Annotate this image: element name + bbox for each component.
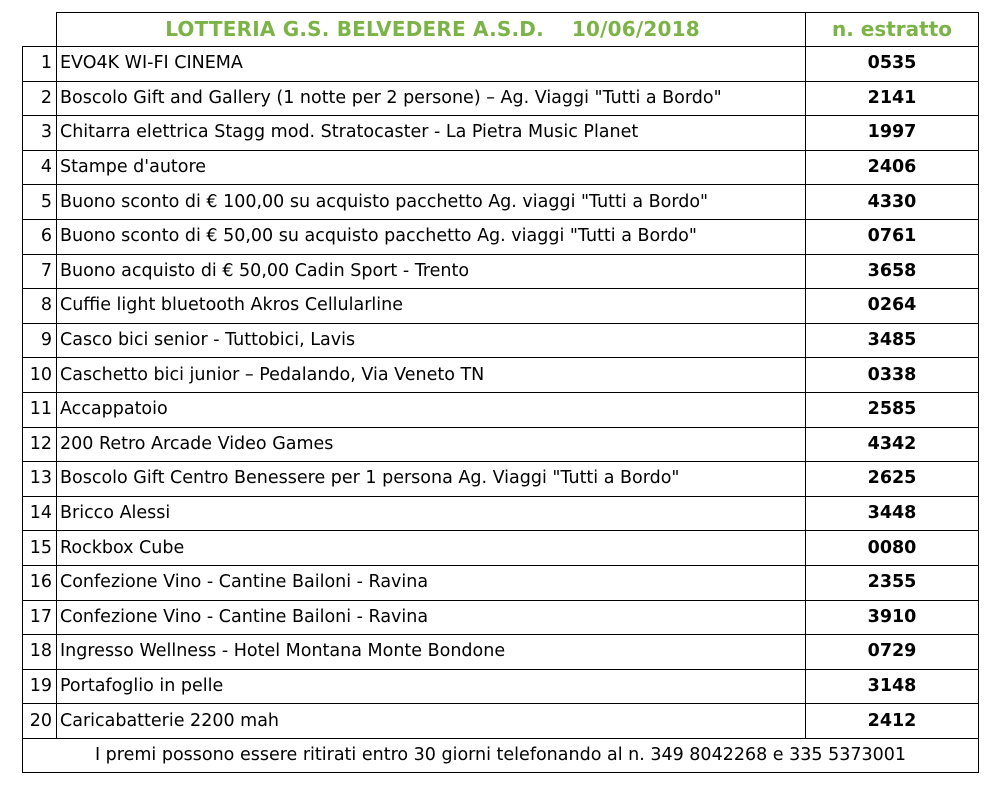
prize-rank: 13: [23, 462, 57, 497]
table-row: [23, 531, 979, 566]
prize-description: Stampe d'autore: [57, 150, 806, 185]
header-blank-cell: [23, 13, 57, 47]
prize-description: Buono sconto di € 100,00 su acquisto pacchetto Ag. viaggi "Tutti a Bordo": [57, 185, 806, 220]
prize-rank: 17: [23, 600, 57, 635]
prize-description: Buono acquisto di € 50,00 Cadin Sport - Trento: [57, 254, 806, 289]
prize-description: Cuffie light bluetooth Akros Cellularline: [57, 289, 806, 324]
table-row: [23, 462, 979, 497]
lottery-title: LOTTERIA G.S. BELVEDERE A.S.D.: [165, 17, 544, 41]
prize-collection-note: I premi possono essere ritirati entro 30 giorni telefonando al n. 349 8042268 e 335 5373001: [23, 738, 979, 773]
prize-description: Confezione Vino - Cantine Bailoni - Ravina: [57, 600, 806, 635]
table-row: [23, 254, 979, 289]
prize-description: Boscolo Gift and Gallery (1 notte per 2 persone) – Ag. Viaggi "Tutti a Bordo": [57, 81, 806, 116]
prize-rank: 15: [23, 531, 57, 566]
header-title-cell: [57, 13, 806, 47]
prize-description: Caschetto bici junior – Pedalando, Via Veneto TN: [57, 358, 806, 393]
table-row: [23, 150, 979, 185]
prize-rank: 5: [23, 185, 57, 220]
drawn-number: 2412: [806, 704, 979, 739]
table-row: [23, 496, 979, 531]
table-row: [23, 358, 979, 393]
prize-description: Caricabatterie 2200 mah: [57, 704, 806, 739]
prize-rank: 20: [23, 704, 57, 739]
prize-rank: 8: [23, 289, 57, 324]
prize-description: Buono sconto di € 50,00 su acquisto pacchetto Ag. viaggi "Tutti a Bordo": [57, 219, 806, 254]
drawn-number: 0338: [806, 358, 979, 393]
prize-description: Boscolo Gift Centro Benessere per 1 persona Ag. Viaggi "Tutti a Bordo": [57, 462, 806, 497]
prize-description: Ingresso Wellness - Hotel Montana Monte Bondone: [57, 635, 806, 670]
prize-rank: 19: [23, 669, 57, 704]
prize-rank: 1: [23, 47, 57, 82]
prize-rank: 7: [23, 254, 57, 289]
drawn-number: 2585: [806, 392, 979, 427]
lottery-date: 10/06/2018: [571, 17, 700, 41]
prize-description: Casco bici senior - Tuttobici, Lavis: [57, 323, 806, 358]
prize-rank: 9: [23, 323, 57, 358]
table-row: [23, 635, 979, 670]
prize-rank: 12: [23, 427, 57, 462]
prize-rank: 18: [23, 635, 57, 670]
prize-rank: 3: [23, 116, 57, 151]
drawn-number-column-header: n. estratto: [806, 13, 979, 47]
drawn-number: 0080: [806, 531, 979, 566]
drawn-number: 2355: [806, 565, 979, 600]
table-row: [23, 323, 979, 358]
prize-description: Confezione Vino - Cantine Bailoni - Ravina: [57, 565, 806, 600]
table-row: [23, 81, 979, 116]
prize-description: Chitarra elettrica Stagg mod. Stratocaster - La Pietra Music Planet: [57, 116, 806, 151]
drawn-number: 3448: [806, 496, 979, 531]
drawn-number: 4342: [806, 427, 979, 462]
drawn-number: 0264: [806, 289, 979, 324]
drawn-number: 0729: [806, 635, 979, 670]
table-row: [23, 185, 979, 220]
table-row: [23, 392, 979, 427]
prize-rank: 14: [23, 496, 57, 531]
prize-description: Accappatoio: [57, 392, 806, 427]
header-row: [23, 13, 979, 47]
table-row: [23, 116, 979, 151]
drawn-number: 2406: [806, 150, 979, 185]
table-row: [23, 704, 979, 739]
drawn-number: 4330: [806, 185, 979, 220]
drawn-number: 0535: [806, 47, 979, 82]
drawn-number: 3910: [806, 600, 979, 635]
prize-description: EVO4K WI-FI CINEMA: [57, 47, 806, 82]
prize-description: Rockbox Cube: [57, 531, 806, 566]
table-row: [23, 600, 979, 635]
prize-rank: 10: [23, 358, 57, 393]
prize-rank: 2: [23, 81, 57, 116]
table-row: [23, 565, 979, 600]
drawn-number: 3148: [806, 669, 979, 704]
drawn-number: 0761: [806, 219, 979, 254]
prize-rank: 16: [23, 565, 57, 600]
footer-row: [23, 738, 979, 773]
prize-description: 200 Retro Arcade Video Games: [57, 427, 806, 462]
drawn-number: 3658: [806, 254, 979, 289]
prize-rank: 4: [23, 150, 57, 185]
lottery-results-table: [22, 12, 979, 773]
table-row: [23, 219, 979, 254]
prize-description: Portafoglio in pelle: [57, 669, 806, 704]
table-row: [23, 47, 979, 82]
prize-rank: 11: [23, 392, 57, 427]
prize-rank: 6: [23, 219, 57, 254]
drawn-number: 1997: [806, 116, 979, 151]
drawn-number: 3485: [806, 323, 979, 358]
table-row: [23, 427, 979, 462]
drawn-number: 2625: [806, 462, 979, 497]
table-row: [23, 289, 979, 324]
prize-description: Bricco Alessi: [57, 496, 806, 531]
drawn-number: 2141: [806, 81, 979, 116]
table-row: [23, 669, 979, 704]
